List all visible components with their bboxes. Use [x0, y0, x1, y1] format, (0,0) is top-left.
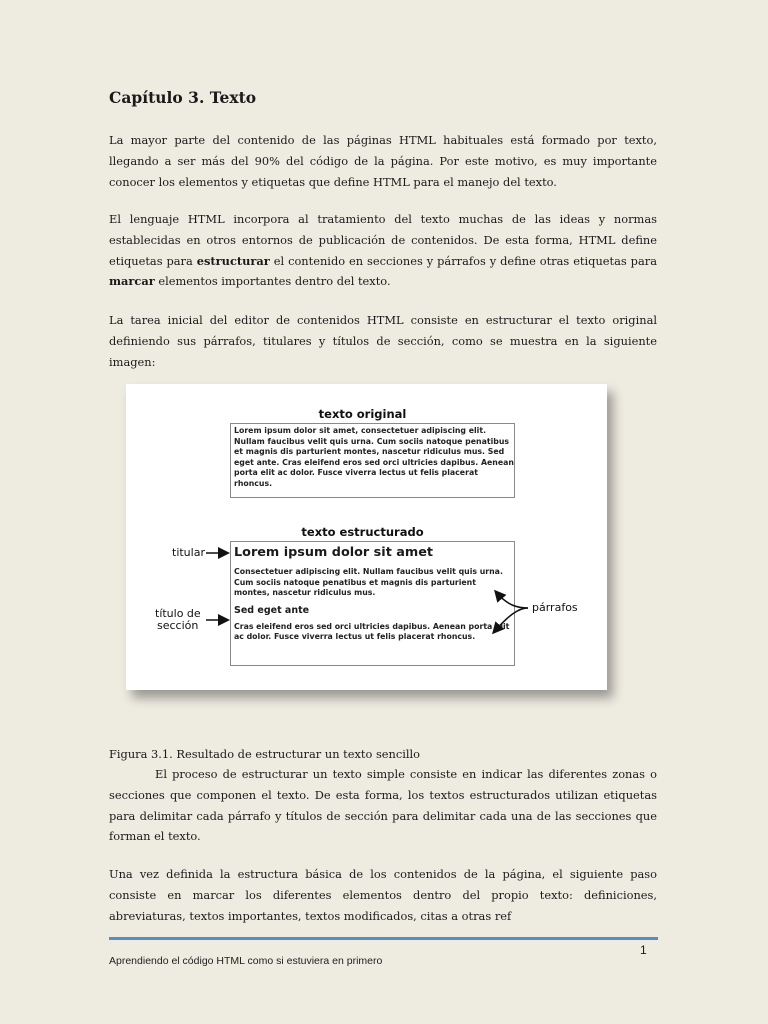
annotation-arrows [126, 384, 607, 690]
figure-title-structured: texto estructurado [301, 525, 424, 539]
original-text-box: Lorem ipsum dolor sit amet, consectetuer adipiscing elit. Nullam faucibus velit quis urna. Cum sociis natoque penatibus et magnis dis parturient montes, nascetur ridiculus mus. Sed eget ante. Cras eleifend eros sed orci ultricies dapibus. Aenean porta elit ac dolor. Fusce viverra lectus ut felis placerat rhoncus. [230, 423, 515, 498]
bold-term-marcar: marcar [109, 274, 155, 289]
structured-paragraph-1: Consectetuer adipiscing elit. Nullam faucibus velit quis urna. Cum sociis natoque penatibus et magnis dis parturient montes, nascetur ridiculus mus. [234, 567, 503, 597]
chapter-heading: Capítulo 3. Texto [109, 88, 257, 107]
footer-text: Aprendiendo el código HTML como si estuviera en primero [109, 955, 383, 967]
label-parrafos: párrafos [532, 601, 578, 614]
bold-term-estructurar: estructurar [196, 253, 270, 268]
paragraph-text: El lenguaje HTML incorpora al tratamiento del texto muchas de las ideas y normas establecidas en otros entornos de publicación de contenidos. De esta forma, HTML define etiquetas para [109, 212, 657, 268]
structured-heading: Lorem ipsum dolor sit amet [234, 545, 434, 560]
page-number: 1 [640, 943, 647, 957]
label-titular: titular [172, 546, 205, 559]
figure-structured-text [126, 384, 607, 690]
paragraph-marking: Una vez definida la estructura básica de los contenidos de la página, el siguiente paso consiste en marcar los diferentes elementos dentro del propio texto: definiciones, abreviaturas, textos importantes, textos modificados, citas a otras ref [109, 867, 657, 923]
paragraph-intro: La mayor parte del contenido de las páginas HTML habituales está formado por texto, llegando a ser más del 90% del código de la página. Por este motivo, es muy importante conocer los elementos y etiquetas que define HTML para el manejo del texto. [109, 133, 657, 189]
paragraph-html-language [109, 209, 657, 292]
label-titulo-line1: título de [155, 607, 201, 620]
paragraph-structure-process: El proceso de estructurar un texto simple consiste en indicar las diferentes zonas o secciones que componen el texto. De esta forma, los textos estructurados utilizan etiquetas para delimitar cada párrafo y títulos de sección para delimitar cada una de las secciones que forman el texto. [109, 767, 657, 844]
structured-paragraph-2: Cras eleifend eros sed orci ultricies dapibus. Aenean porta elit ac dolor. Fusce viverra lectus ut felis placerat rhoncus. [234, 621, 510, 641]
arrow-parrafos-lower [494, 608, 528, 632]
paragraph-text: elementos importantes dentro del texto. [154, 274, 391, 289]
arrow-parrafos-upper [496, 592, 528, 608]
footer-divider [109, 937, 658, 940]
figure-caption: Figura 3.1. Resultado de estructurar un texto sencillo [109, 747, 421, 761]
structured-subheading: Sed eget ante [234, 604, 310, 616]
paragraph-text: el contenido en secciones y párrafos y define otras etiquetas para [269, 253, 657, 268]
figure-title-original: texto original [318, 407, 407, 421]
label-titulo-line2: sección [157, 619, 199, 632]
paragraph-editor-task: La tarea inicial del editor de contenidos HTML consiste en estructurar el texto original definiendo sus párrafos, titulares y títulos de sección, como se muestra en la siguiente imagen: [109, 313, 657, 369]
